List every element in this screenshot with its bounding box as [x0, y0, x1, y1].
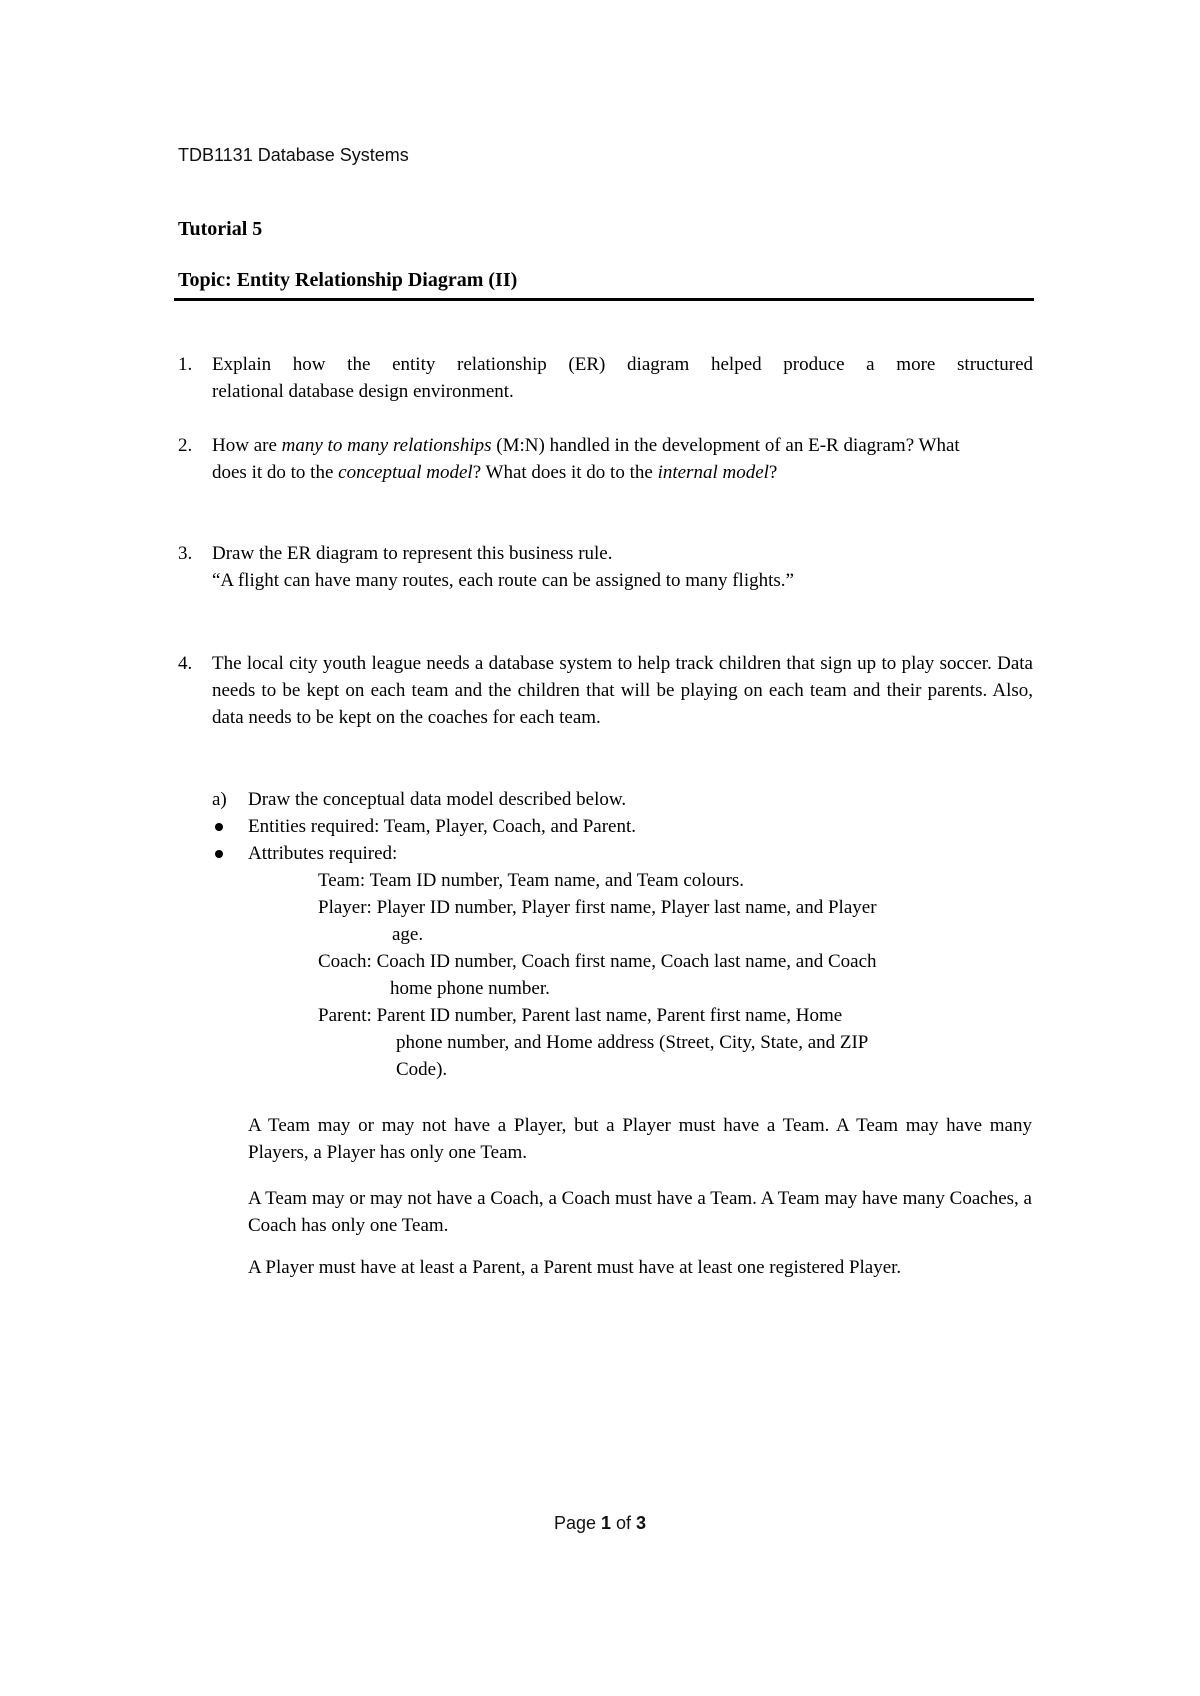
attribute-player — [318, 894, 1018, 948]
footer-of-word: of — [611, 1513, 637, 1533]
attribute-team — [318, 867, 1018, 894]
question-1 — [178, 351, 1033, 405]
attribute-values: home phone number. — [390, 978, 550, 999]
attribute-values: Code). — [396, 1059, 448, 1080]
requirements-list — [212, 813, 1032, 867]
question-2 — [178, 432, 1033, 486]
attribute-values: Parent ID number, Parent last name, Parent first name, Home — [376, 1005, 843, 1026]
emphasis-text: conceptual model — [338, 462, 473, 483]
attribute-entity: Team: — [318, 870, 366, 891]
emphasis-text: internal model — [657, 462, 769, 483]
title-divider — [174, 298, 1034, 301]
sub-question-text: Draw the conceptual data model described below. — [248, 789, 627, 810]
list-item: Attributes required: — [212, 840, 1032, 867]
question-number: 1. — [178, 354, 193, 375]
business-rule-quote: “A flight can have many routes, each route can be assigned to many flights.” — [212, 570, 794, 591]
question-text: How are many to many relationships (M:N) handled in the development of an E-R diagram? What does it do to the conceptual model? What does it do to the internal model? — [212, 435, 960, 483]
question-number: 4. — [178, 653, 193, 674]
bullet-icon — [215, 823, 223, 831]
list-item: Entities required: Team, Player, Coach, and Parent. — [212, 813, 1032, 840]
question-4 — [178, 650, 1033, 731]
attribute-values: Player ID number, Player first name, Player last name, and Player — [376, 897, 877, 918]
tutorial-title: Tutorial 5 — [178, 218, 263, 240]
attribute-coach — [318, 948, 1018, 1002]
question-3 — [178, 540, 1033, 594]
attributes-list — [318, 867, 1018, 1083]
attribute-parent — [318, 1002, 1018, 1083]
emphasis-text: many to many relationships — [281, 435, 492, 456]
bullet-icon — [215, 850, 223, 858]
question-text-line: Draw the ER diagram to represent this business rule. — [212, 543, 613, 564]
business-rule-paragraph: A Team may or may not have a Coach, a Coach must have a Team. A Team may have many Coaches, a Coach has only one Team. — [248, 1188, 1032, 1236]
business-rule-paragraph: A Team may or may not have a Player, but a Player must have a Team. A Team may have many Players, a Player has only one Team. — [248, 1115, 1032, 1163]
question-text-line: Explain how the entity relationship (ER) diagram helped produce a more structured — [212, 354, 1033, 375]
question-number: 3. — [178, 543, 193, 564]
attribute-entity: Player: — [318, 897, 372, 918]
footer-page-word: Page — [553, 1513, 601, 1533]
footer-page-total: 3 — [636, 1513, 647, 1533]
attribute-values: Coach ID number, Coach first name, Coach last name, and Coach — [376, 951, 877, 972]
footer-page-number: 1 — [601, 1513, 612, 1533]
attribute-values: phone number, and Home address (Street, City, State, and ZIP — [396, 1032, 869, 1053]
sub-question-a — [212, 786, 1032, 813]
question-text: The local city youth league needs a database system to help track children that sign up to play soccer. Data needs to be kept on each team and the children that will be playing on each team and their parents. Also, data needs to be kept on the coaches for each team. — [212, 653, 1033, 728]
attribute-values: Team ID number, Team name, and Team colours. — [369, 870, 745, 891]
attribute-values: age. — [392, 924, 424, 945]
topic-title: Topic: Entity Relationship Diagram (II) — [178, 269, 518, 291]
question-number: 2. — [178, 435, 193, 456]
sub-question-label: a) — [212, 789, 227, 810]
page-footer — [0, 1513, 1200, 1534]
course-header: TDB1131 Database Systems — [178, 145, 409, 165]
business-rule-paragraph: A Player must have at least a Parent, a Parent must have at least one registered Player. — [248, 1257, 902, 1278]
question-text-line: relational database design environment. — [212, 381, 514, 402]
attribute-entity: Parent: — [318, 1005, 372, 1026]
attribute-entity: Coach: — [318, 951, 372, 972]
